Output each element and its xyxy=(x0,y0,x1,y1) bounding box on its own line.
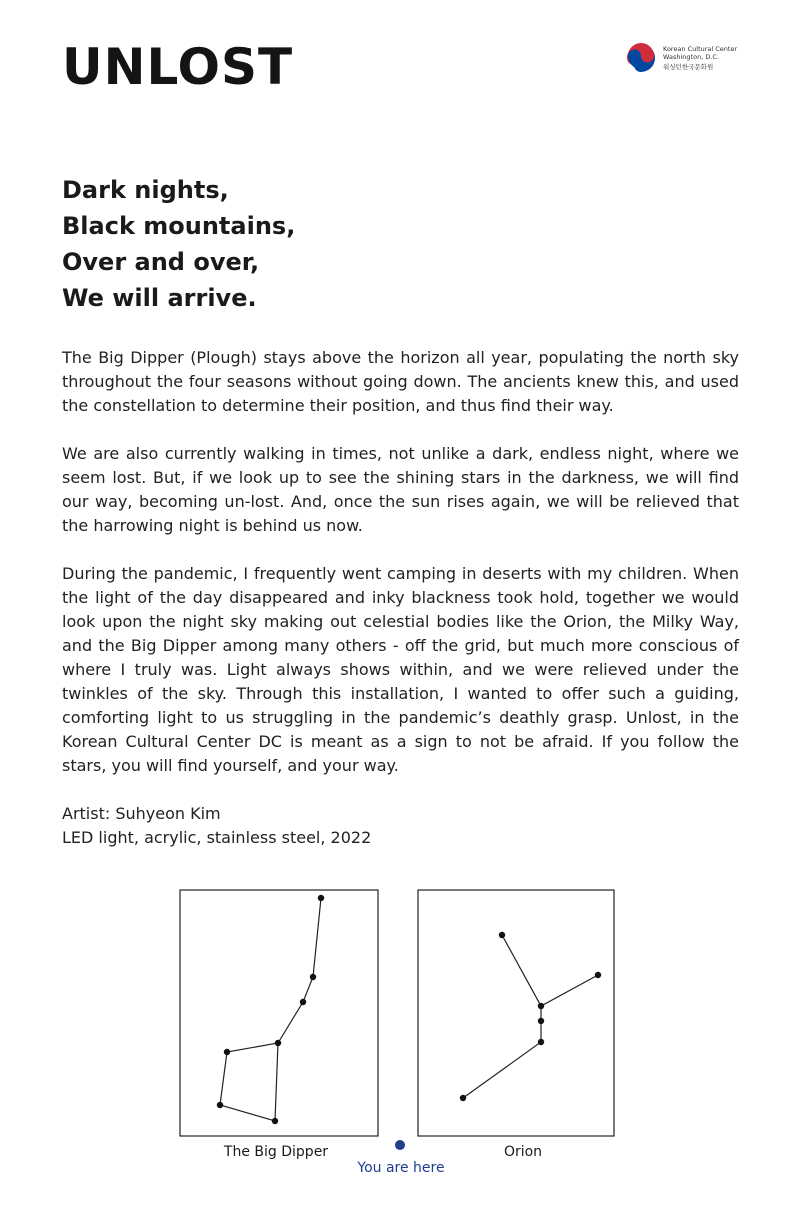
paragraph: The Big Dipper (Plough) stays above the horizon all year, populating the north sky throughout the four seasons without going down. The ancients knew this, and used the constellation to determine their position, and thus find their way. xyxy=(62,348,739,415)
star xyxy=(275,1040,281,1046)
big-dipper-label: The Big Dipper xyxy=(223,1144,329,1160)
paragraph: During the pandemic, I frequently went camping in deserts with my children. When the light of the day disappeared and inky blackness took hold, together we would look upon the night sky making out celestial bodies like the Orion, the Milky Way, and the Big Dipper among many others - off the grid, but much more conscious of where I truly was. Light always shows within, and we were relieved under the twinkles of the sky. Through this installation, I wanted to offer such a guiding, comforting light to us struggling in the pandemic’s deathly grasp. Unlost, in the Korean Cultural Center DC is meant as a sign to not be afraid. If you follow the stars, you will find yourself, and your way. xyxy=(62,564,739,775)
orion-lines-upper xyxy=(502,935,598,1006)
logo-line-1: Korean Cultural Center xyxy=(663,45,738,53)
poem-line: We will arrive. xyxy=(62,284,257,312)
orion-label: Orion xyxy=(503,1144,543,1160)
big-dipper-lines xyxy=(220,898,321,1121)
logo-line-3: 워싱턴한국문화원 xyxy=(663,63,714,71)
star xyxy=(538,1003,544,1009)
medium-credit: LED light, acrylic, stainless steel, 2022 xyxy=(62,828,372,847)
constellation-map xyxy=(0,880,792,1180)
body-text xyxy=(62,346,739,850)
logo-line-2: Washington, D.C. xyxy=(663,53,720,61)
poem-line: Black mountains, xyxy=(62,212,296,240)
star xyxy=(272,1118,278,1124)
star xyxy=(460,1095,466,1101)
orion-lines-lower xyxy=(463,1006,541,1098)
star xyxy=(538,1039,544,1045)
you-are-here-marker xyxy=(395,1140,405,1150)
big-dipper-frame xyxy=(180,890,378,1136)
artist-credit: Artist: Suhyeon Kim xyxy=(62,804,221,823)
star xyxy=(318,895,324,901)
orion-frame xyxy=(418,890,614,1136)
poem-line: Dark nights, xyxy=(62,176,229,204)
kcc-logo xyxy=(625,42,755,76)
taegeuk-emblem-icon xyxy=(625,42,657,74)
poem xyxy=(62,172,295,316)
paragraph: We are also currently walking in times, not unlike a dark, endless night, where we seem lost. But, if we look up to see the shining stars in the darkness, we will find our way, becoming un-lost. And, once the sun rises again, we will be relieved that the harrowing night is behind us now. xyxy=(62,444,739,535)
poem-line: Over and over, xyxy=(62,248,260,276)
star xyxy=(300,999,306,1005)
you-are-here-label: You are here xyxy=(357,1160,445,1176)
star xyxy=(217,1102,223,1108)
star xyxy=(310,974,316,980)
credits xyxy=(62,802,739,850)
star xyxy=(595,972,601,978)
star xyxy=(224,1049,230,1055)
page-title: UNLOST xyxy=(62,38,294,96)
star xyxy=(538,1018,544,1024)
star xyxy=(499,932,505,938)
